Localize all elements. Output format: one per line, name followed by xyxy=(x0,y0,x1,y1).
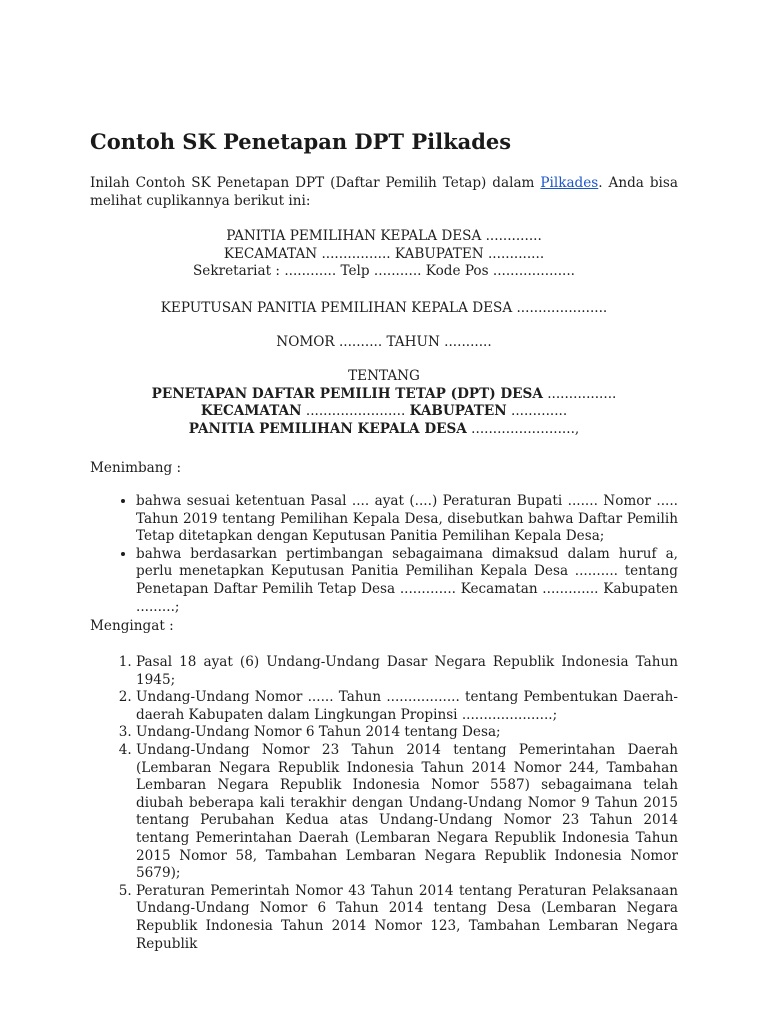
tentang-line-2 xyxy=(90,403,678,421)
kecamatan-dots: ....................... xyxy=(301,403,410,420)
pilkades-link[interactable]: Pilkades xyxy=(540,175,599,191)
decision-number: NOMOR .......... TAHUN ........... xyxy=(276,334,492,350)
tentang-line-1-bold: PENETAPAN DAFTAR PEMILIH TETAP (DPT) DESA xyxy=(151,385,543,402)
intro-text-end: . Anda bisa melihat cuplikannya berikut ini: xyxy=(90,175,678,209)
list-item: 4. Undang-Undang Nomor 23 Tahun 2014 tentang Pemerintahan Daerah (Lembaran Negara Republik Indonesia Tahun 2014 Nomor 244, Tambahan Lembaran Negara Republik Indonesia Nomor 5587) sebagaimana telah diubah beberapa kali terakhir dengan Undang-Undang Nomor 9 Tahun 2015 tentang Perubahan Kedua atas Undang-Undang Nomor 23 Tahun 2014 tentang Pemerintahan Daerah (Lembaran Negara Republik Indonesia Tahun 2015 Nomor 58, Tambahan Lembaran Negara Republik Indonesia Nomor 5679); xyxy=(136,742,678,883)
list-item: 2. Undang-Undang Nomor ...... Tahun ................. tentang Pembentukan Daerah-daerah Kabupaten dalam Lingkungan Propinsi .....................; xyxy=(136,689,678,724)
list-item: 1. Pasal 18 ayat (6) Undang-Undang Dasar Negara Republik Indonesia Tahun 1945; xyxy=(136,654,678,689)
kecamatan-label: KECAMATAN xyxy=(200,403,302,420)
kabupaten-label: KABUPATEN xyxy=(409,403,507,420)
menimbang-list xyxy=(90,493,678,616)
tentang-line-3-bold: PANITIA PEMILIHAN KEPALA DESA xyxy=(188,420,467,437)
intro-text: Inilah Contoh SK Penetapan DPT (Daftar Pemilih Tetap) dalam xyxy=(90,175,541,191)
mengingat-list xyxy=(90,654,678,953)
committee-line: PANITIA PEMILIHAN KEPALA DESA ............. xyxy=(226,228,542,244)
kabupaten-dots: ............. xyxy=(506,403,568,420)
tentang-line-1-dots: ................ xyxy=(542,385,617,402)
district-line: KECAMATAN ................ KABUPATEN ............. xyxy=(223,245,545,262)
list-item: 5. Peraturan Pemerintah Nomor 43 Tahun 2014 tentang Peraturan Pelaksanaan Undang-Undang Nomor 6 Tahun 2014 tentang Desa (Lembaran Negara Republik Indonesia Tahun 2014 Nomor 123, Tambahan Lembaran Negara Republik xyxy=(136,883,678,953)
committee-header xyxy=(90,228,678,281)
list-item: 3. Undang-Undang Nomor 6 Tahun 2014 tentang Desa; xyxy=(136,724,678,742)
menimbang-label: Menimbang : xyxy=(90,460,182,476)
list-item: • bahwa berdasarkan pertimbangan sebagaimana dimaksud dalam huruf a, perlu menetapkan Keputusan Panitia Pemilihan Kepala Desa .......... tentang Penetapan Daftar Pemilih Tetap Desa ............. Kecamatan ............. Kabupaten .........; xyxy=(136,546,678,616)
tentang-label: TENTANG xyxy=(348,368,420,384)
secretariat-line: Sekretariat : ............ Telp ........... Kode Pos ................... xyxy=(192,263,575,280)
document-title: Contoh SK Penetapan DPT Pilkades xyxy=(90,129,512,154)
tentang-line-1 xyxy=(90,386,678,404)
intro-paragraph xyxy=(90,175,678,210)
mengingat-label: Mengingat : xyxy=(90,618,174,634)
tentang-line-3 xyxy=(90,421,678,439)
list-item: • bahwa sesuai ketentuan Pasal .... ayat (....) Peraturan Bupati ....... Nomor ..... Tahun 2019 tentang Pemilihan Kepala Desa, disebutkan bahwa Daftar Pemilih Tetap ditetapkan dengan Keputusan Panitia Pemilihan Kepala Desa; xyxy=(136,493,678,546)
decision-heading: KEPUTUSAN PANITIA PEMILIHAN KEPALA DESA ..................... xyxy=(160,300,608,316)
tentang-block xyxy=(90,368,678,438)
tentang-line-3-dots: ........................, xyxy=(466,420,580,437)
